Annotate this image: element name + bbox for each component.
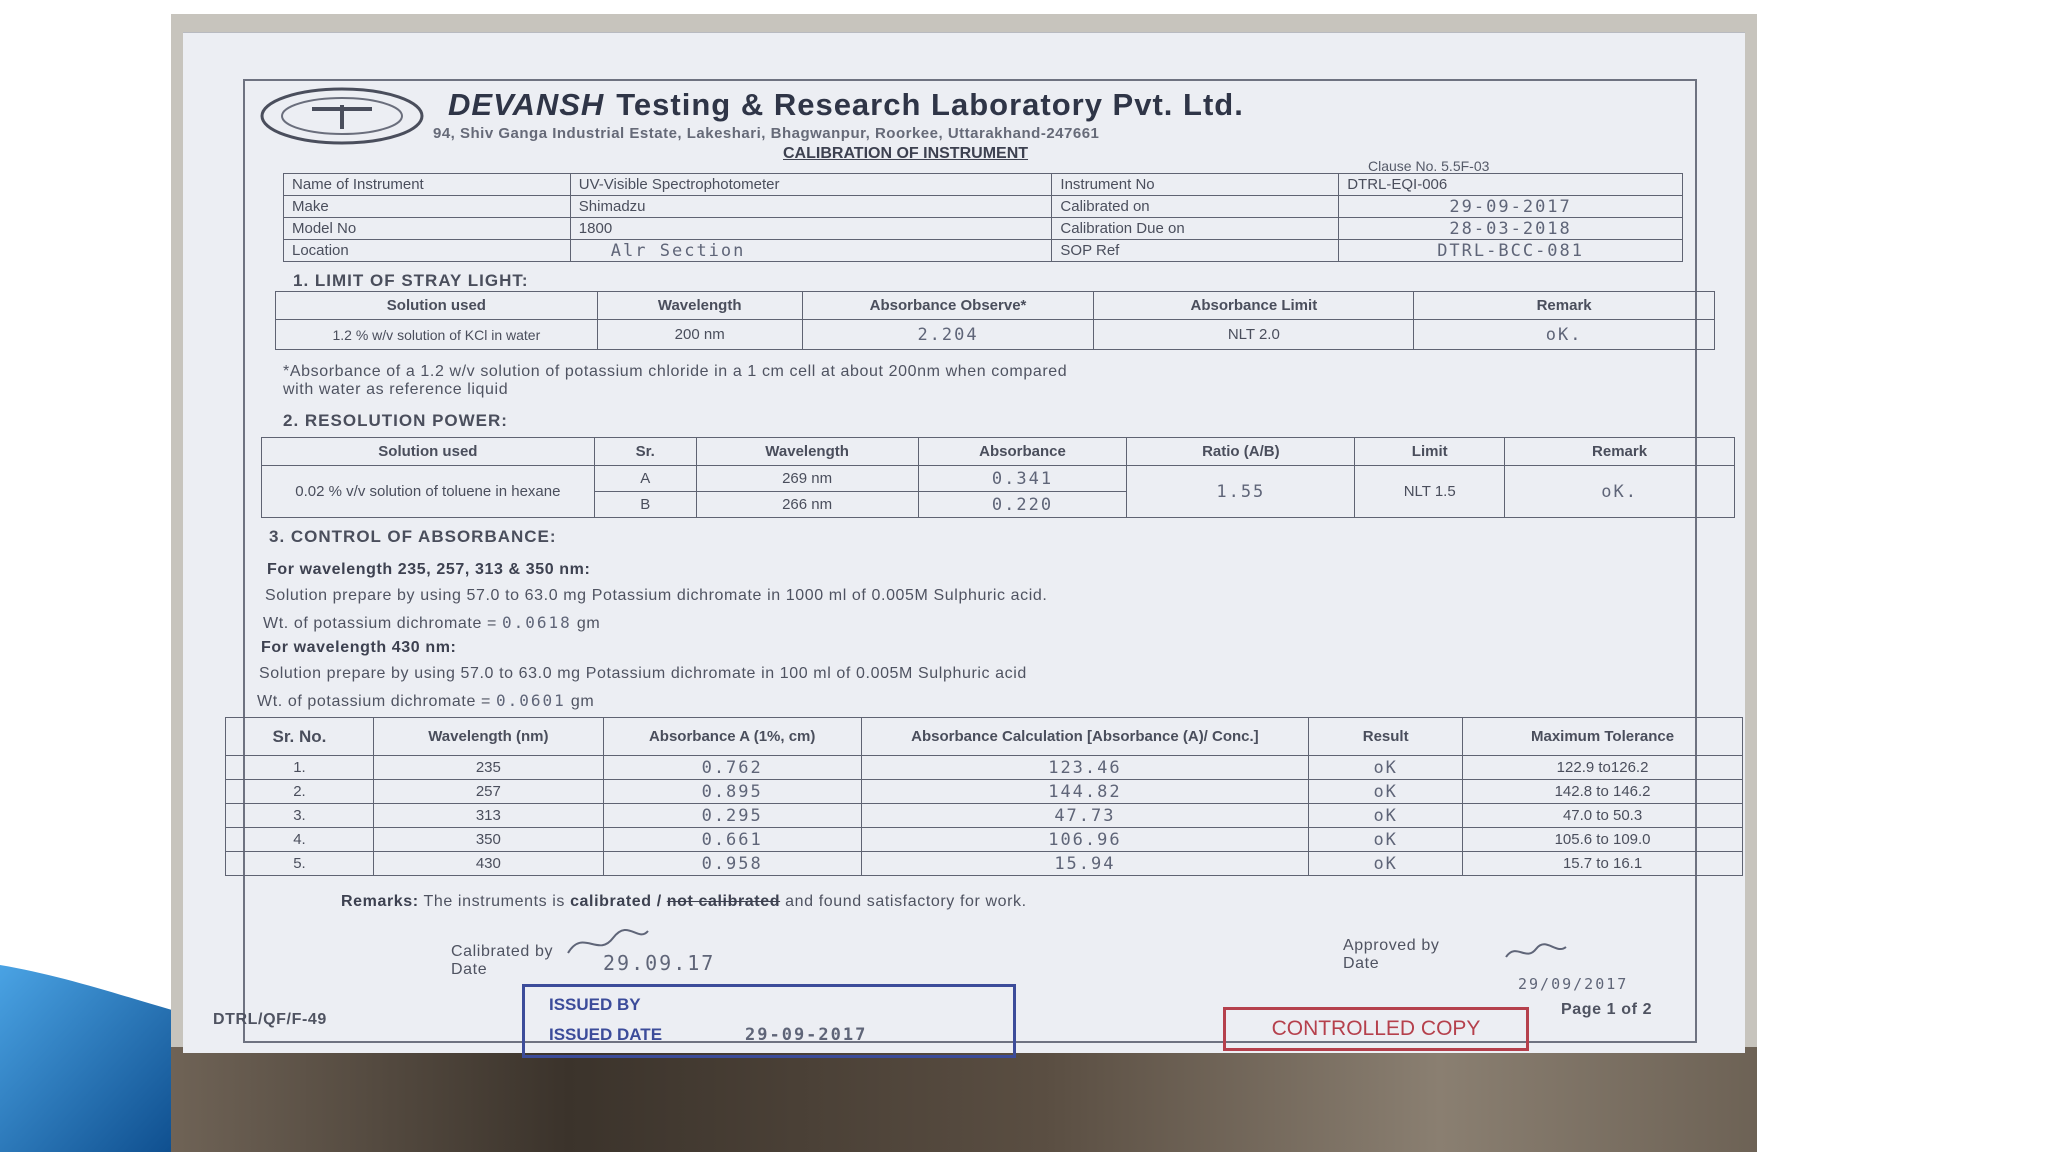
issued-stamp bbox=[522, 984, 1016, 1058]
column-header: Wavelength bbox=[597, 292, 802, 320]
table-cell: 122.9 to126.2 bbox=[1463, 756, 1743, 780]
weight-unit: gm bbox=[570, 693, 595, 710]
clause-number: Clause No. 5.5F-03 bbox=[1368, 158, 1490, 174]
column-header: Result bbox=[1309, 718, 1463, 756]
table-cell: 47.0 to 50.3 bbox=[1463, 804, 1743, 828]
calibration-sheet bbox=[183, 32, 1745, 1053]
column-header: Absorbance A (1%, cm) bbox=[603, 718, 861, 756]
table-cell: 3. bbox=[226, 804, 374, 828]
table-cell: 200 nm bbox=[597, 320, 802, 350]
absorbance-control-table bbox=[225, 717, 1743, 876]
table-cell-handwritten: oK bbox=[1309, 852, 1463, 876]
weight-line bbox=[257, 691, 594, 711]
footnote: *Absorbance of a 1.2 w/v solution of potassium chloride in a 1 cm cell at about 200nm when compared bbox=[283, 363, 1068, 380]
table-cell: 4. bbox=[226, 828, 374, 852]
instruction-text: Solution prepare by using 57.0 to 63.0 mg Potassium dichromate in 1000 ml of 0.005M Sulphuric acid. bbox=[265, 587, 1048, 604]
table-cell-handwritten: oK bbox=[1309, 804, 1463, 828]
remarks-line bbox=[341, 893, 1027, 911]
company-logo-icon bbox=[257, 85, 427, 147]
column-header: Absorbance bbox=[918, 438, 1127, 466]
info-value-handwritten: 29-09-2017 bbox=[1339, 196, 1683, 218]
table-cell: 0.02 % v/v solution of toluene in hexane bbox=[262, 466, 595, 518]
table-cell-handwritten: 123.46 bbox=[861, 756, 1309, 780]
table-cell: NLT 1.5 bbox=[1355, 466, 1505, 518]
remarks-calibrated: calibrated / bbox=[570, 893, 662, 910]
table-cell: A bbox=[594, 466, 696, 492]
table-row bbox=[226, 828, 1743, 852]
table-cell-handwritten: 106.96 bbox=[861, 828, 1309, 852]
column-header: Limit bbox=[1355, 438, 1505, 466]
table-row bbox=[226, 780, 1743, 804]
table-cell: 350 bbox=[373, 828, 603, 852]
column-header: Absorbance Observe* bbox=[802, 292, 1094, 320]
table-cell-handwritten: 144.82 bbox=[861, 780, 1309, 804]
column-header: Solution used bbox=[262, 438, 595, 466]
calibrated-date-handwritten: 29.09.17 bbox=[603, 951, 716, 975]
subheading bbox=[267, 561, 590, 579]
subheading bbox=[261, 639, 456, 657]
table-cell-handwritten: 15.94 bbox=[861, 852, 1309, 876]
table-cell: 313 bbox=[373, 804, 603, 828]
table-cell-handwritten: 47.73 bbox=[861, 804, 1309, 828]
table-row bbox=[226, 804, 1743, 828]
info-value: UV-Visible Spectrophotometer bbox=[570, 174, 1052, 196]
company-address: 94, Shiv Ganga Industrial Estate, Lakeshari, Bhagwanpur, Roorkee, Uttarakhand-247661 bbox=[433, 125, 1100, 142]
footnote: with water as reference liquid bbox=[283, 381, 509, 398]
page-number: Page 1 of 2 bbox=[1561, 1001, 1653, 1018]
info-value: 1800 bbox=[570, 218, 1052, 240]
section-heading: 2. RESOLUTION POWER: bbox=[283, 411, 508, 430]
company-name-bold: DEVANSH bbox=[448, 87, 605, 122]
table-cell-handwritten: oK bbox=[1309, 756, 1463, 780]
column-header: Wavelength bbox=[696, 438, 918, 466]
table-cell-handwritten: 0.895 bbox=[603, 780, 861, 804]
table-cell: 1. bbox=[226, 756, 374, 780]
table-cell-handwritten: 0.220 bbox=[918, 492, 1127, 518]
table-cell-handwritten: 0.958 bbox=[603, 852, 861, 876]
weight-label: Wt. of potassium dichromate = bbox=[257, 693, 491, 710]
info-label: Location bbox=[284, 240, 571, 262]
table-cell: 2. bbox=[226, 780, 374, 804]
table-cell: 430 bbox=[373, 852, 603, 876]
column-header: Absorbance Calculation [Absorbance (A)/ Conc.] bbox=[861, 718, 1309, 756]
info-label: SOP Ref bbox=[1052, 240, 1339, 262]
section-heading: 3. CONTROL OF ABSORBANCE: bbox=[269, 527, 557, 546]
weight-value-handwritten: 0.0618 bbox=[501, 613, 572, 632]
table-row bbox=[226, 756, 1743, 780]
slide-decoration-wedge bbox=[0, 0, 175, 1152]
table-cell: 269 nm bbox=[696, 466, 918, 492]
table-cell: 266 nm bbox=[696, 492, 918, 518]
info-label: Calibration Due on bbox=[1052, 218, 1339, 240]
info-value-handwritten: 28-03-2018 bbox=[1339, 218, 1683, 240]
table-cell: 105.6 to 109.0 bbox=[1463, 828, 1743, 852]
weight-value-handwritten: 0.0601 bbox=[495, 691, 566, 710]
info-label: Make bbox=[284, 196, 571, 218]
approved-date-label: Date bbox=[1343, 955, 1380, 972]
column-header: Remark bbox=[1505, 438, 1735, 466]
weight-unit: gm bbox=[576, 615, 601, 632]
company-name bbox=[448, 87, 1244, 123]
weight-line bbox=[263, 613, 600, 633]
section-heading: 1. LIMIT OF STRAY LIGHT: bbox=[293, 271, 529, 290]
info-label: Instrument No bbox=[1052, 174, 1339, 196]
info-value-handwritten: DTRL-BCC-081 bbox=[1339, 240, 1683, 262]
issued-date-label: ISSUED DATE bbox=[549, 1025, 663, 1044]
info-label: Calibrated on bbox=[1052, 196, 1339, 218]
column-header: Maximum Tolerance bbox=[1463, 718, 1743, 756]
approved-by-signature bbox=[1501, 937, 1571, 967]
column-header: Solution used bbox=[276, 292, 598, 320]
table-cell: 5. bbox=[226, 852, 374, 876]
remarks-not-calibrated: not calibrated bbox=[666, 893, 781, 910]
table-cell-handwritten: 0.762 bbox=[603, 756, 861, 780]
calibrated-date-label: Date bbox=[451, 961, 488, 978]
instrument-info-table bbox=[283, 173, 1683, 262]
remarks-text: The instruments is bbox=[423, 893, 566, 910]
table-cell-handwritten: oK bbox=[1309, 780, 1463, 804]
info-label: Model No bbox=[284, 218, 571, 240]
issued-date-value: 29-09-2017 bbox=[745, 1025, 868, 1045]
column-header: Sr. No. bbox=[226, 718, 374, 756]
column-header: Sr. bbox=[594, 438, 696, 466]
table-cell: 1.2 % w/v solution of KCl in water bbox=[276, 320, 598, 350]
table-cell: 235 bbox=[373, 756, 603, 780]
issued-by-label: ISSUED BY bbox=[549, 995, 641, 1014]
column-header: Wavelength (nm) bbox=[373, 718, 603, 756]
remarks-label: Remarks: bbox=[341, 893, 419, 910]
table-cell: NLT 2.0 bbox=[1094, 320, 1414, 350]
instruction-text: Solution prepare by using 57.0 to 63.0 mg Potassium dichromate in 100 ml of 0.005M Sulphuric acid bbox=[259, 665, 1027, 682]
company-name-rest: Testing & Research Laboratory Pvt. Ltd. bbox=[616, 87, 1244, 122]
approved-by-label: Approved by bbox=[1343, 937, 1440, 954]
table-cell-handwritten: 0.661 bbox=[603, 828, 861, 852]
table-cell: 257 bbox=[373, 780, 603, 804]
approved-date-handwritten: 29/09/2017 bbox=[1518, 975, 1629, 993]
table-cell-handwritten: 1.55 bbox=[1127, 466, 1355, 518]
subheading-text: For wavelength 235, 257, 313 & 350 nm: bbox=[267, 561, 591, 578]
table-cell-handwritten: 2.204 bbox=[802, 320, 1094, 350]
column-header: Remark bbox=[1414, 292, 1715, 320]
table-cell-handwritten: oK. bbox=[1505, 466, 1735, 518]
stray-light-table bbox=[275, 291, 1715, 350]
document-title: CALIBRATION OF INSTRUMENT bbox=[783, 145, 1029, 162]
floor-background bbox=[171, 1047, 1757, 1152]
table-cell: 15.7 to 16.1 bbox=[1463, 852, 1743, 876]
form-number: DTRL/QF/F-49 bbox=[213, 1011, 327, 1028]
info-value: DTRL-EQI-006 bbox=[1339, 174, 1683, 196]
table-cell: 142.8 to 146.2 bbox=[1463, 780, 1743, 804]
table-cell-handwritten: oK. bbox=[1414, 320, 1715, 350]
table-cell: B bbox=[594, 492, 696, 518]
subheading-text: For wavelength 430 nm: bbox=[261, 639, 457, 656]
calibrated-by-label: Calibrated by bbox=[451, 943, 554, 960]
info-value-handwritten: Alr Section bbox=[570, 240, 1052, 262]
info-label: Name of Instrument bbox=[284, 174, 571, 196]
resolution-power-table bbox=[261, 437, 1735, 518]
remarks-text: and found satisfactory for work. bbox=[785, 893, 1027, 910]
column-header: Absorbance Limit bbox=[1094, 292, 1414, 320]
info-value: Shimadzu bbox=[570, 196, 1052, 218]
weight-label: Wt. of potassium dichromate = bbox=[263, 615, 497, 632]
controlled-copy-stamp: CONTROLLED COPY bbox=[1223, 1007, 1529, 1051]
table-row bbox=[226, 852, 1743, 876]
table-cell-handwritten: 0.341 bbox=[918, 466, 1127, 492]
column-header: Ratio (A/B) bbox=[1127, 438, 1355, 466]
table-cell-handwritten: oK bbox=[1309, 828, 1463, 852]
document-photo bbox=[171, 14, 1757, 1152]
table-cell-handwritten: 0.295 bbox=[603, 804, 861, 828]
